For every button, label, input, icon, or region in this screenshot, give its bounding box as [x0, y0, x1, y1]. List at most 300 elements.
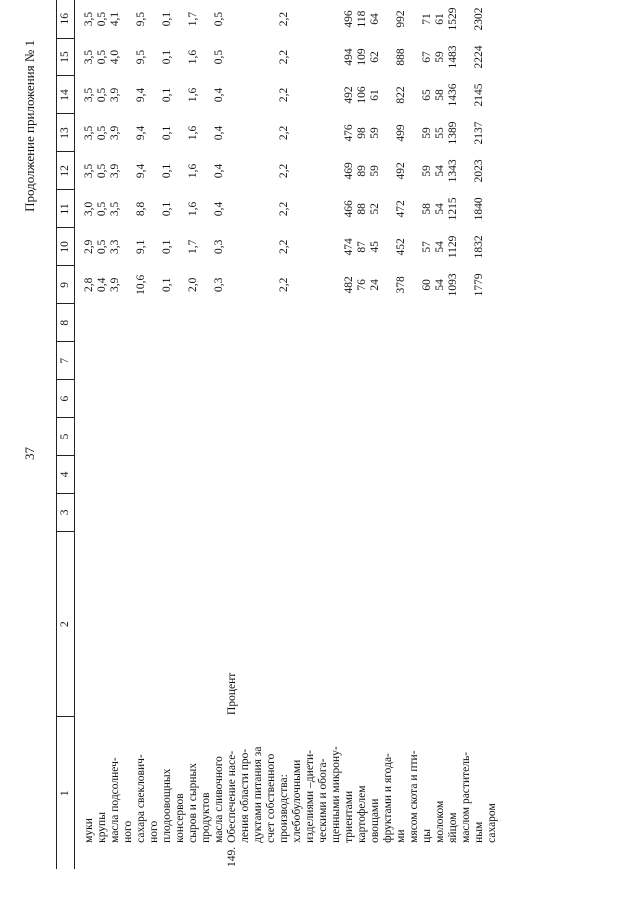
indicator-name: ления области про-: [239, 748, 251, 843]
empty-cell: [408, 418, 421, 456]
header-col-5: 5: [57, 418, 75, 456]
value-cell: [304, 228, 317, 266]
value-cell: 3,9: [109, 87, 121, 103]
value-cell: [174, 0, 187, 38]
empty-cell: [473, 380, 486, 418]
item-number: [369, 845, 382, 869]
value-cell: [226, 76, 239, 114]
value-cell: 9,5: [135, 49, 147, 65]
value-cell: 64: [369, 13, 381, 25]
indicator-name: продуктов: [200, 792, 212, 843]
table-row: [265, 0, 278, 869]
value-cell: [200, 0, 213, 38]
empty-cell: [330, 342, 343, 380]
empty-cell: [317, 342, 330, 380]
value-cell: [408, 228, 421, 266]
indicator-name: триентами: [343, 790, 355, 843]
header-col-14: 14: [57, 76, 75, 114]
empty-cell: [187, 380, 200, 418]
value-cell: [304, 266, 317, 304]
empty-cell: [382, 493, 395, 531]
value-cell: [122, 38, 135, 76]
empty-cell: [434, 304, 447, 342]
item-number: [304, 845, 317, 869]
value-cell: [226, 114, 239, 152]
value-cell: [408, 76, 421, 114]
item-number: [239, 845, 252, 869]
empty-cell: [239, 418, 252, 456]
value-cell: [148, 228, 161, 266]
indicator-name: картофелем: [356, 785, 368, 843]
empty-cell: [213, 304, 226, 342]
value-cell: 2,2: [278, 163, 290, 179]
value-cell: 1,6: [187, 125, 199, 141]
table-row: [291, 0, 304, 869]
value-cell: 54: [434, 279, 446, 291]
value-cell: 3,5: [83, 125, 95, 141]
table-row: [408, 0, 421, 869]
empty-cell: [213, 342, 226, 380]
value-cell: 1,6: [187, 49, 199, 65]
empty-cell: [109, 380, 122, 418]
empty-cell: [252, 493, 265, 531]
empty-cell: [265, 418, 278, 456]
indicator-name: изделиями –диети-: [304, 750, 316, 843]
item-number: [213, 845, 226, 869]
value-cell: [304, 76, 317, 114]
value-cell: [174, 114, 187, 152]
value-cell: [252, 152, 265, 190]
unit-cell: [473, 531, 486, 717]
empty-cell: [252, 456, 265, 494]
value-cell: 482: [343, 276, 355, 294]
value-cell: 9,1: [135, 239, 147, 255]
value-cell: [317, 114, 330, 152]
value-cell: [252, 228, 265, 266]
value-cell: [174, 228, 187, 266]
value-cell: 9,4: [135, 125, 147, 141]
indicator-name: цы: [421, 828, 433, 843]
empty-cell: [421, 418, 434, 456]
empty-cell: [317, 304, 330, 342]
item-number: [135, 845, 148, 869]
empty-cell: [265, 456, 278, 494]
value-cell: [174, 190, 187, 228]
empty-cell: [122, 304, 135, 342]
value-cell: 2,2: [278, 239, 290, 255]
item-number: [96, 845, 109, 869]
empty-cell: [161, 493, 174, 531]
indicator-name: масла подсолнеч-: [109, 757, 121, 843]
value-cell: [304, 114, 317, 152]
value-cell: 476: [343, 124, 355, 142]
value-cell: 1,6: [187, 163, 199, 179]
item-number: [395, 845, 408, 869]
value-cell: 0,5: [213, 49, 225, 65]
value-cell: [265, 266, 278, 304]
empty-cell: [226, 493, 239, 531]
empty-cell: [226, 342, 239, 380]
empty-cell: [187, 418, 200, 456]
value-cell: 3,5: [83, 49, 95, 65]
value-cell: 61: [434, 13, 446, 25]
empty-cell: [421, 304, 434, 342]
item-number: [330, 845, 343, 869]
indicator-name: фруктами и ягода-: [382, 753, 394, 843]
value-cell: 0,5: [96, 239, 108, 255]
indicator-name: консервов: [174, 793, 186, 843]
empty-cell: [434, 456, 447, 494]
empty-cell: [291, 304, 304, 342]
empty-cell: [200, 493, 213, 531]
value-cell: [265, 152, 278, 190]
table-row: [148, 0, 161, 869]
empty-cell: [460, 304, 473, 342]
empty-cell: [304, 342, 317, 380]
table-row: [330, 0, 343, 869]
value-cell: [200, 76, 213, 114]
table-row: [226, 0, 239, 869]
empty-cell: [382, 456, 395, 494]
value-cell: [239, 0, 252, 38]
empty-cell: [369, 493, 382, 531]
empty-cell: [109, 456, 122, 494]
empty-cell: [434, 342, 447, 380]
unit-cell: [135, 531, 148, 717]
value-cell: 24: [369, 279, 381, 291]
empty-cell: [304, 456, 317, 494]
empty-cell: [369, 380, 382, 418]
value-cell: 0,4: [96, 277, 108, 293]
item-number: [421, 845, 434, 869]
unit-cell: [265, 531, 278, 717]
value-cell: 54: [434, 241, 446, 253]
empty-cell: [304, 493, 317, 531]
value-cell: [226, 0, 239, 38]
value-cell: 52: [369, 203, 381, 215]
value-cell: [408, 190, 421, 228]
empty-cell: [96, 418, 109, 456]
empty-cell: [330, 380, 343, 418]
value-cell: 8,8: [135, 201, 147, 217]
value-cell: 88: [356, 203, 368, 215]
value-cell: 2,9: [83, 239, 95, 255]
empty-cell: [161, 342, 174, 380]
value-cell: 1436: [447, 83, 459, 107]
empty-cell: [330, 304, 343, 342]
value-cell: 2302: [473, 7, 485, 31]
item-number: [317, 845, 330, 869]
unit-cell: [382, 531, 395, 717]
empty-cell: [447, 342, 460, 380]
empty-cell: [291, 418, 304, 456]
empty-cell: [96, 380, 109, 418]
empty-cell: [278, 418, 291, 456]
empty-cell: [200, 342, 213, 380]
value-cell: 0,4: [213, 163, 225, 179]
empty-cell: [421, 456, 434, 494]
empty-cell: [486, 493, 499, 531]
value-cell: [252, 0, 265, 38]
empty-cell: [473, 456, 486, 494]
value-cell: [148, 76, 161, 114]
empty-cell: [226, 304, 239, 342]
indicator-name: сахаром: [486, 803, 498, 843]
item-number: [408, 845, 421, 869]
item-number: 149.: [226, 846, 238, 867]
value-cell: [265, 38, 278, 76]
value-cell: [226, 38, 239, 76]
item-number: [382, 845, 395, 869]
unit-cell: [395, 531, 408, 717]
empty-cell: [408, 304, 421, 342]
empty-cell: [447, 456, 460, 494]
unit-cell: [369, 531, 382, 717]
value-cell: [317, 228, 330, 266]
empty-cell: [135, 418, 148, 456]
empty-cell: [304, 304, 317, 342]
value-cell: [148, 38, 161, 76]
value-cell: 1129: [447, 235, 459, 259]
empty-cell: [278, 493, 291, 531]
value-cell: [239, 228, 252, 266]
value-cell: 888: [395, 48, 407, 66]
empty-cell: [226, 456, 239, 494]
unit-cell: Процент: [226, 672, 238, 715]
value-cell: 109: [356, 48, 368, 66]
unit-cell: [109, 531, 122, 717]
value-cell: 106: [356, 86, 368, 104]
value-cell: [226, 266, 239, 304]
value-cell: 496: [343, 10, 355, 28]
value-cell: 2,2: [278, 201, 290, 217]
value-cell: 118: [356, 10, 368, 28]
indicator-name: маслом раститель-: [460, 751, 472, 843]
value-cell: [252, 266, 265, 304]
empty-cell: [148, 380, 161, 418]
indicator-name: Обеспечение насе-: [226, 750, 238, 843]
empty-cell: [408, 380, 421, 418]
value-cell: [239, 190, 252, 228]
indicator-name: сыров и сырных: [187, 762, 199, 843]
header-col-1: 1: [57, 717, 75, 869]
value-cell: [148, 190, 161, 228]
empty-cell: [161, 380, 174, 418]
unit-cell: [122, 531, 135, 717]
value-cell: 2,2: [278, 87, 290, 103]
table-row: [200, 0, 213, 869]
empty-cell: [421, 493, 434, 531]
value-cell: 0,1: [161, 163, 173, 179]
empty-cell: [356, 304, 369, 342]
empty-cell: [109, 342, 122, 380]
value-cell: 0,5: [96, 163, 108, 179]
value-cell: 9,5: [135, 11, 147, 27]
value-cell: 54: [434, 165, 446, 177]
value-cell: 87: [356, 241, 368, 253]
value-cell: [252, 38, 265, 76]
value-cell: [291, 190, 304, 228]
value-cell: 4,1: [109, 11, 121, 27]
value-cell: [486, 190, 499, 228]
value-cell: [174, 152, 187, 190]
value-cell: [486, 228, 499, 266]
value-cell: [122, 114, 135, 152]
value-cell: [200, 190, 213, 228]
empty-cell: [317, 418, 330, 456]
unit-cell: [161, 531, 174, 717]
value-cell: [330, 266, 343, 304]
empty-cell: [252, 418, 265, 456]
item-number: [434, 845, 447, 869]
unit-cell: [317, 531, 330, 717]
unit-cell: [174, 531, 187, 717]
table-row: [135, 0, 148, 869]
value-cell: 0,1: [161, 277, 173, 293]
value-cell: 1529: [447, 7, 459, 31]
value-cell: 492: [343, 86, 355, 104]
table-row: [421, 0, 434, 869]
empty-cell: [395, 380, 408, 418]
empty-cell: [174, 380, 187, 418]
value-cell: [239, 152, 252, 190]
value-cell: [460, 152, 473, 190]
value-cell: [408, 152, 421, 190]
value-cell: [291, 38, 304, 76]
indicator-name: дуктами питания за: [252, 746, 264, 843]
item-number: [200, 845, 213, 869]
value-cell: [382, 228, 395, 266]
empty-cell: [343, 304, 356, 342]
value-cell: [291, 114, 304, 152]
empty-cell: [83, 493, 96, 531]
value-cell: [408, 38, 421, 76]
empty-cell: [486, 304, 499, 342]
value-cell: [382, 0, 395, 38]
value-cell: [148, 114, 161, 152]
empty-cell: [239, 304, 252, 342]
empty-cell: [473, 418, 486, 456]
value-cell: [239, 76, 252, 114]
indicator-name: ного: [122, 820, 134, 843]
value-cell: [265, 76, 278, 114]
value-cell: [317, 152, 330, 190]
indicator-name: хлебобулочными: [291, 759, 303, 843]
value-cell: 1840: [473, 197, 485, 221]
value-cell: 4,0: [109, 49, 121, 65]
empty-cell: [109, 418, 122, 456]
empty-cell: [343, 342, 356, 380]
value-cell: 0,5: [96, 87, 108, 103]
value-cell: [382, 76, 395, 114]
empty-cell: [135, 304, 148, 342]
unit-cell: [434, 531, 447, 717]
value-cell: [317, 266, 330, 304]
empty-cell: [109, 304, 122, 342]
value-cell: 0,1: [161, 125, 173, 141]
value-cell: 1779: [473, 273, 485, 297]
unit-cell: [408, 531, 421, 717]
empty-cell: [226, 418, 239, 456]
value-cell: 59: [434, 51, 446, 63]
empty-cell: [460, 493, 473, 531]
empty-cell: [356, 456, 369, 494]
value-cell: 0,5: [96, 11, 108, 27]
continuation-note: Продолжение приложения № 1: [22, 40, 37, 212]
empty-cell: [187, 342, 200, 380]
header-col-8: 8: [57, 304, 75, 342]
value-cell: [330, 76, 343, 114]
value-cell: [486, 0, 499, 38]
item-number: [278, 845, 291, 869]
item-number: [265, 845, 278, 869]
empty-cell: [382, 304, 395, 342]
empty-cell: [200, 456, 213, 494]
header-col-3: 3: [57, 493, 75, 531]
empty-cell: [369, 456, 382, 494]
empty-cell: [148, 304, 161, 342]
indicator-name: молоком: [434, 800, 446, 843]
value-cell: [460, 76, 473, 114]
value-cell: [486, 152, 499, 190]
unit-cell: [291, 531, 304, 717]
empty-cell: [408, 342, 421, 380]
value-cell: 472: [395, 200, 407, 218]
empty-cell: [447, 380, 460, 418]
unit-cell: [187, 531, 200, 717]
value-cell: 3,5: [83, 163, 95, 179]
value-cell: [330, 228, 343, 266]
table-row: [369, 0, 382, 869]
value-cell: [122, 190, 135, 228]
value-cell: 1389: [447, 121, 459, 145]
value-cell: [460, 38, 473, 76]
value-cell: 3,5: [109, 201, 121, 217]
value-cell: 466: [343, 200, 355, 218]
empty-cell: [213, 456, 226, 494]
unit-cell: [304, 531, 317, 717]
value-cell: 469: [343, 162, 355, 180]
empty-cell: [395, 418, 408, 456]
empty-cell: [174, 456, 187, 494]
empty-cell: [434, 380, 447, 418]
value-cell: [291, 152, 304, 190]
empty-cell: [460, 418, 473, 456]
value-cell: [460, 0, 473, 38]
table-row: [187, 0, 200, 869]
empty-cell: [473, 493, 486, 531]
value-cell: 59: [369, 127, 381, 139]
value-cell: [304, 152, 317, 190]
empty-cell: [83, 304, 96, 342]
empty-cell: [317, 380, 330, 418]
header-col-9: 9: [57, 266, 75, 304]
empty-cell: [174, 342, 187, 380]
value-cell: 71: [421, 13, 433, 25]
unit-cell: [460, 531, 473, 717]
empty-cell: [226, 380, 239, 418]
value-cell: 2137: [473, 121, 485, 145]
empty-cell: [408, 493, 421, 531]
table-row: [460, 0, 473, 869]
table-row: [356, 0, 369, 869]
value-cell: [239, 114, 252, 152]
empty-cell: [434, 493, 447, 531]
empty-cell: [96, 493, 109, 531]
indicator-name: производства:: [278, 774, 290, 843]
empty-cell: [83, 418, 96, 456]
empty-cell: [109, 493, 122, 531]
